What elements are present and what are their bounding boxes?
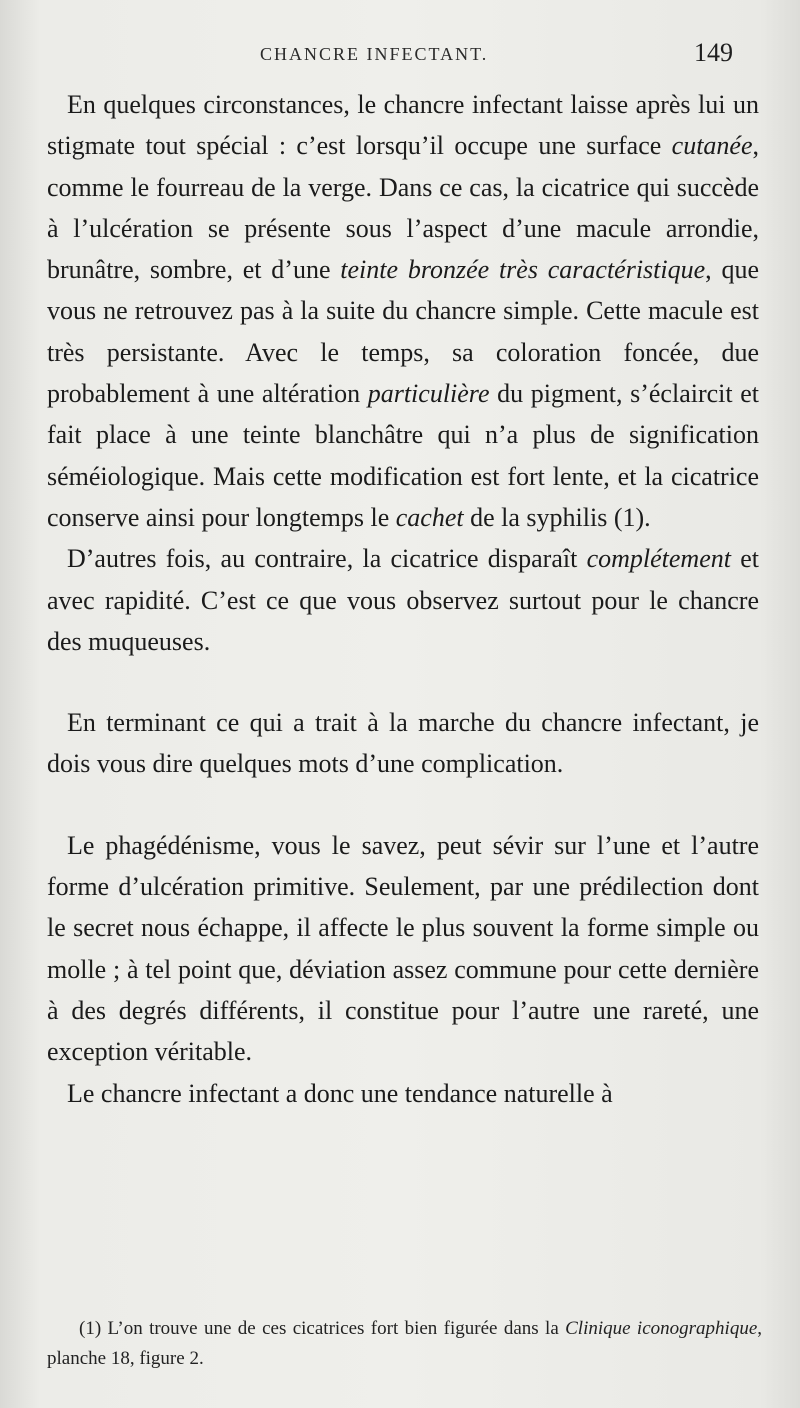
text-run: En terminant ce qui a trait à la marche du chancre infectant, je dois vous dire quelques mots d’une complication.: [47, 708, 759, 779]
text-run: (1) L’on trouve une de ces cicatrices fort bien figurée dans la: [79, 1318, 566, 1339]
page-header: [0, 38, 800, 68]
paragraph: [47, 84, 759, 538]
paragraph: [47, 825, 759, 1073]
paragraph: [47, 538, 759, 662]
italic-text-run: cachet: [395, 502, 464, 532]
text-run: En quelques circonstances, le chancre infectant laisse après lui un stigmate tout spécial : c’est lorsqu’il occupe une surface: [47, 90, 759, 161]
text-run: de la syphilis (1).: [463, 502, 651, 532]
italic-text-run: Clinique iconographique: [565, 1318, 758, 1339]
text-run: Le chancre infectant a donc une tendance naturelle à: [67, 1078, 613, 1108]
paragraph: [47, 702, 759, 785]
text-run: D’autres fois, au contraire, la cicatrice disparaît: [67, 544, 587, 574]
running-title: CHANCRE INFECTANT.: [260, 44, 489, 64]
footnote-text: [47, 1314, 762, 1374]
text-run: Le phagédénisme, vous le savez, peut sévir sur l’une et l’autre forme d’ulcération primitive. Seulement, par une prédilection dont le secret nous échappe, il affecte le plus souvent la forme simple ou molle ; à tel point que, déviation assez commune pour cette dernière à des degrés différents, il constitue pour l’autre une rareté, une exception véritable.: [47, 830, 759, 1067]
italic-text-run: cutanée: [671, 131, 753, 161]
text-run: et avec rapidité. C’est ce que vous observez surtout pour le chancre des muqueuses.: [47, 544, 759, 656]
italic-text-run: teinte bronzée très caractéristique: [340, 255, 706, 285]
text-run: , comme le fourreau de la verge. Dans ce cas, la cicatrice qui succède à l’ulcération se présente sous l’aspect d’une macule arrondie, brunâtre, sombre, et d’une: [47, 131, 759, 285]
italic-text-run: complétement: [586, 544, 731, 574]
text-run: , que vous ne retrouvez pas à la suite du chancre simple. Cette macule est très persistante. Avec le temps, sa coloration foncée, due probablement à une altération: [47, 255, 760, 409]
paragraph: [47, 1073, 759, 1114]
italic-text-run: particulière: [367, 379, 490, 409]
text-run: , planche 18, figure 2.: [47, 1318, 763, 1369]
text-run: du pigment, s’éclaircit et fait place à une teinte blanchâtre qui n’a plus de signification séméiologique. Mais cette modification est fort lente, et la cicatrice conserve ainsi pour longtemps le: [47, 379, 759, 532]
footnote: [47, 1314, 762, 1374]
body-text: [47, 84, 759, 1114]
page-number: 149: [694, 38, 733, 67]
